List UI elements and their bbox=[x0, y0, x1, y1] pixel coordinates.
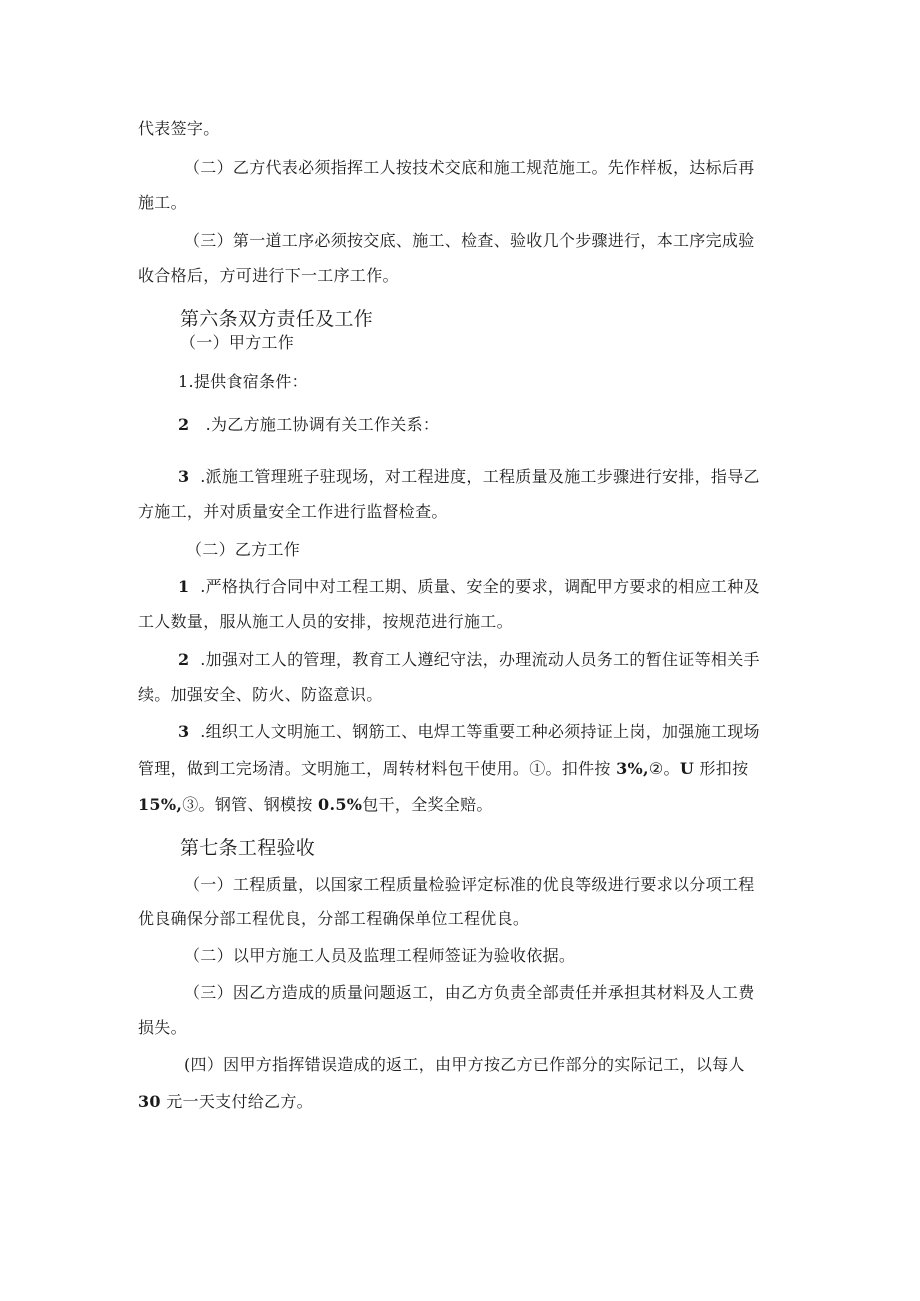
heading-text: 第七条工程验收 bbox=[180, 837, 316, 859]
text-span: .派施工管理班子驻现场，对工程进度，工程质量及施工步骤进行安排，指导乙 bbox=[200, 467, 760, 486]
list-item bbox=[178, 467, 760, 487]
paragraph-line bbox=[138, 795, 493, 815]
text-span: 工人数量，服从施工人员的安排，按规范进行施工。 bbox=[138, 612, 513, 631]
text-span-bold: U bbox=[679, 759, 695, 778]
paragraph-line bbox=[184, 946, 575, 966]
paragraph-line bbox=[138, 685, 383, 705]
text-span-bold: 0.5% bbox=[318, 795, 363, 814]
list-item bbox=[178, 722, 760, 742]
text-span-bold: 15%, bbox=[138, 795, 183, 814]
paragraph-line bbox=[138, 266, 399, 286]
paragraph-line bbox=[138, 502, 448, 522]
text-span: .加强对工人的管理，教育工人遵纪守法，办理流动人员务工的暂住证等相关手 bbox=[200, 650, 760, 669]
section-heading-7 bbox=[180, 836, 315, 860]
paragraph-line bbox=[138, 1018, 187, 1038]
text-span: ③。钢管、钢模按 bbox=[182, 795, 319, 814]
text-span: 包干，全奖全赔。 bbox=[362, 795, 493, 814]
text-span: 损失。 bbox=[138, 1018, 187, 1037]
list-item bbox=[178, 415, 439, 435]
list-item bbox=[178, 577, 760, 597]
text-span: （一）工程质量，以国家工程质量检验评定标准的优良等级进行要求以分项工程 bbox=[184, 875, 755, 894]
item-number: 3 bbox=[178, 467, 190, 486]
subsection-heading bbox=[186, 540, 300, 560]
paragraph-line bbox=[138, 909, 529, 929]
list-item bbox=[178, 650, 760, 670]
paragraph-line bbox=[184, 983, 755, 1003]
list-item bbox=[178, 372, 308, 392]
text-span: （三）第一道工序必须按交底、施工、检查、验收几个步骤进行，本工序完成验 bbox=[184, 231, 755, 250]
item-number: 2 bbox=[178, 415, 190, 434]
text-span: 优良确保分部工程优良，分部工程确保单位工程优良。 bbox=[138, 909, 530, 928]
text-span: （一）甲方工作 bbox=[180, 333, 295, 352]
text-span: 管理，做到工完场清。文明施工，周转材料包干使用。①。扣件按 bbox=[138, 759, 617, 778]
paragraph-line bbox=[184, 875, 755, 895]
text-span: (四）因甲方指挥错误造成的返工，由甲方按乙方已作部分的实际记工，以每人 bbox=[184, 1055, 745, 1074]
text-span: 施工。 bbox=[138, 193, 187, 212]
item-number: 3 bbox=[178, 722, 190, 741]
text-span: 方施工，并对质量安全工作进行监督检查。 bbox=[138, 502, 448, 521]
text-span: 收合格后，方可进行下一工序工作。 bbox=[138, 266, 399, 285]
paragraph-line bbox=[138, 612, 513, 632]
section-heading-6 bbox=[180, 307, 373, 331]
text-span: .严格执行合同中对工程工期、质量、安全的要求，调配甲方要求的相应工种及 bbox=[200, 577, 760, 596]
text-span-bold: 3%, bbox=[616, 759, 649, 778]
paragraph-line bbox=[138, 119, 220, 139]
paragraph-line bbox=[138, 193, 187, 213]
text-span: 形扣按 bbox=[694, 759, 749, 778]
text-span: （二）以甲方施工人员及监理工程师签证为验收依据。 bbox=[184, 946, 576, 965]
text-span: 代表签字。 bbox=[138, 119, 220, 138]
paragraph-line bbox=[184, 158, 755, 178]
paragraph-line bbox=[138, 1092, 313, 1112]
text-span: （二）乙方工作 bbox=[186, 540, 301, 559]
text-span: ②。 bbox=[648, 759, 680, 778]
text-span: （二）乙方代表必须指挥工人按技术交底和施工规范施工。先作样板，达标后再 bbox=[184, 158, 755, 177]
text-span-bold: 30 bbox=[138, 1092, 161, 1111]
text-span: .组织工人文明施工、钢筋工、电焊工等重要工种必须持证上岗，加强施工现场 bbox=[200, 722, 760, 741]
item-number: 2 bbox=[178, 650, 190, 669]
paragraph-line bbox=[184, 1055, 745, 1075]
heading-text: 第六条双方责任及工作 bbox=[180, 308, 374, 330]
text-span: 元一天支付给乙方。 bbox=[160, 1092, 313, 1111]
paragraph-line bbox=[138, 759, 748, 779]
item-number: 1 bbox=[178, 577, 190, 596]
text-span: 1.提供食宿条件： bbox=[178, 372, 308, 391]
text-span: .为乙方施工协调有关工作关系： bbox=[205, 415, 440, 434]
subsection-heading bbox=[180, 333, 294, 353]
text-span: （三）因乙方造成的质量问题返工，由乙方负责全部责任并承担其材料及人工费 bbox=[184, 983, 755, 1002]
text-span: 续。加强安全、防火、防盗意识。 bbox=[138, 685, 383, 704]
paragraph-line bbox=[184, 231, 755, 251]
